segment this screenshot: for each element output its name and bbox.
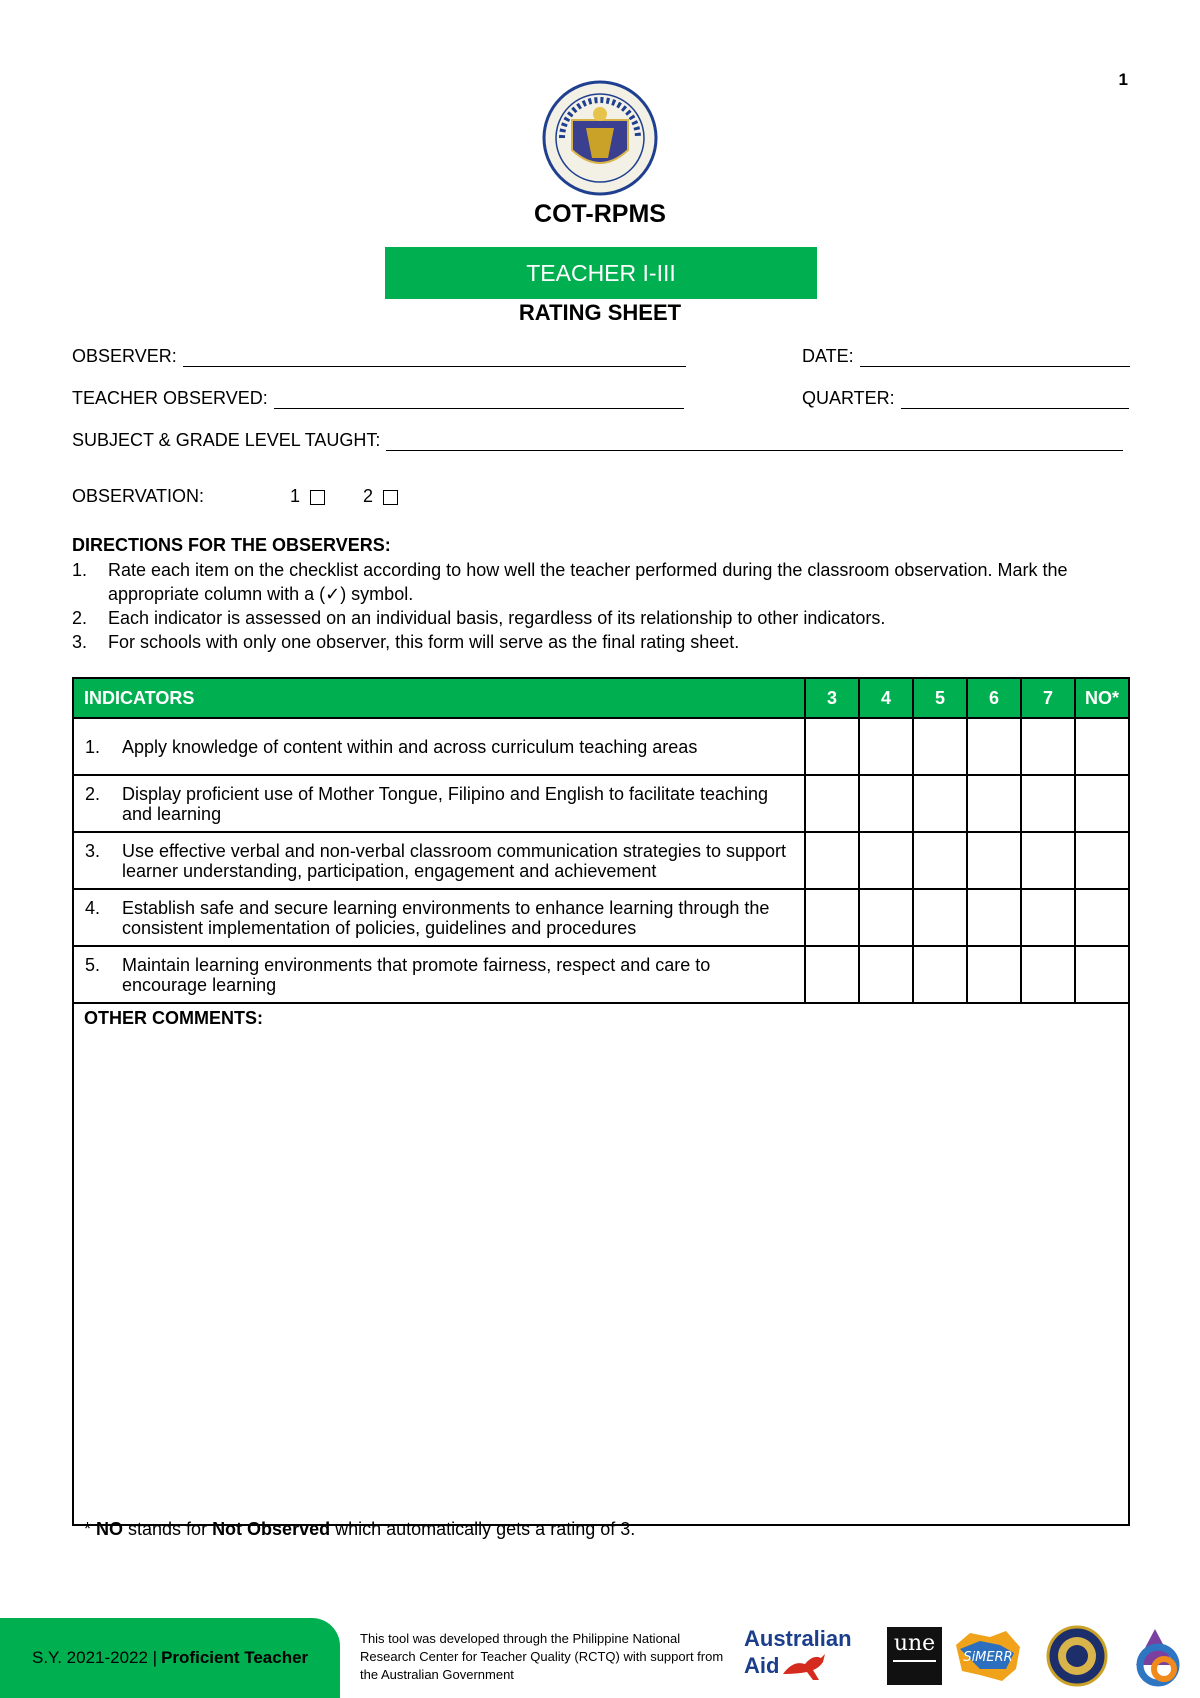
rating-cell[interactable]	[913, 718, 967, 775]
rating-cell[interactable]	[805, 889, 859, 946]
rating-cell[interactable]	[967, 946, 1021, 1003]
indicator-text: Use effective verbal and non-verbal classroom communication strategies to support learner understanding, participation, engagement and achievement	[122, 840, 786, 881]
direction-item: 3. For schools with only one observer, this form will serve as the final rating sheet.	[72, 632, 740, 652]
quarter-label: QUARTER:	[802, 388, 895, 408]
rating-column-not-observed: NO*	[1075, 678, 1129, 718]
date-label: DATE:	[802, 346, 854, 366]
rating-cell[interactable]	[913, 832, 967, 889]
rating-sheet-subtitle: RATING SHEET	[518, 300, 682, 325]
svg-text:SiMERR: SiMERR	[963, 1650, 1013, 1665]
page-number: 1	[1118, 70, 1128, 89]
rating-cell[interactable]	[913, 775, 967, 832]
date-input-line[interactable]	[860, 348, 1130, 367]
rating-cell[interactable]	[805, 775, 859, 832]
rating-cell[interactable]	[913, 946, 967, 1003]
rating-cell[interactable]	[805, 832, 859, 889]
rating-cell[interactable]	[1021, 889, 1075, 946]
rating-cell[interactable]	[805, 718, 859, 775]
observer-input-line[interactable]	[183, 348, 686, 367]
deped-seal-logo	[542, 80, 658, 196]
indicator-text: Apply knowledge of content within and across curriculum teaching areas	[122, 736, 698, 757]
rating-cell[interactable]	[1075, 775, 1129, 832]
rating-cell[interactable]	[967, 775, 1021, 832]
subject-grade-label: SUBJECT & GRADE LEVEL TAUGHT:	[72, 430, 381, 450]
footer-credit-note: This tool was developed through the Philippine National Research Center for Teacher Quality (RCTQ) with support from the Australian Government	[360, 1631, 724, 1682]
australian-aid-logo: Australian Aid	[744, 1628, 862, 1688]
rating-cell[interactable]	[859, 946, 913, 1003]
rating-cell[interactable]	[1021, 775, 1075, 832]
kangaroo-icon	[779, 1650, 831, 1682]
other-comments-label: OTHER COMMENTS:	[84, 1008, 263, 1028]
rating-cell[interactable]	[1075, 718, 1129, 775]
indicator-text: Maintain learning environments that promote fairness, respect and care to encourage learning	[122, 954, 711, 995]
rating-column-6: 6	[967, 678, 1021, 718]
teacher-observed-input-line[interactable]	[274, 390, 684, 409]
indicator-row: 2. Display proficient use of Mother Tongue, Filipino and English to facilitate teaching and learning	[73, 775, 1129, 832]
teacher-observed-label: TEACHER OBSERVED:	[72, 388, 268, 408]
observation-option-2: 2	[363, 486, 398, 507]
rating-cell[interactable]	[1021, 946, 1075, 1003]
footnote: * NO stands for Not Observed which automatically gets a rating of 3.	[84, 1519, 636, 1539]
rating-table	[72, 677, 1130, 1526]
partner-ring-logo	[1124, 1625, 1186, 1687]
rating-cell[interactable]	[1075, 946, 1129, 1003]
rating-cell[interactable]	[859, 832, 913, 889]
rating-column-4: 4	[859, 678, 913, 718]
rating-cell[interactable]	[967, 832, 1021, 889]
footer-school-year	[0, 1618, 340, 1698]
observer-field	[72, 346, 686, 367]
rating-column-5: 5	[913, 678, 967, 718]
observation-row	[72, 486, 398, 507]
subject-grade-field	[72, 430, 1123, 451]
subject-grade-input-line[interactable]	[386, 432, 1123, 451]
rctq-seal-logo	[1046, 1625, 1108, 1687]
indicator-row: 3. Use effective verbal and non-verbal classroom communication strategies to support learner understanding, participation, engagement and achievement	[73, 832, 1129, 889]
rating-cell[interactable]	[1021, 832, 1075, 889]
rating-cell[interactable]	[913, 889, 967, 946]
direction-item: 2. Each indicator is assessed on an individual basis, regardless of its relationship to other indicators.	[72, 608, 886, 628]
rating-column-7: 7	[1021, 678, 1075, 718]
rating-cell[interactable]	[1075, 832, 1129, 889]
indicator-text: Establish safe and secure learning environments to enhance learning through the consistent implementation of policies, guidelines and procedures	[122, 897, 770, 938]
rating-cell[interactable]	[805, 946, 859, 1003]
observation-option-1: 1	[290, 486, 325, 507]
date-field	[802, 346, 1130, 367]
rating-cell[interactable]	[859, 889, 913, 946]
une-logo: une	[887, 1627, 942, 1685]
other-comments-box[interactable]	[73, 1003, 1129, 1525]
direction-item: 1. Rate each item on the checklist according to how well the teacher performed during the classroom observation. Mark the appropriate column with a (✓) symbol.	[72, 560, 1068, 604]
rating-table-header	[73, 678, 1129, 718]
observation-2-checkbox[interactable]	[383, 490, 398, 505]
indicator-row: 1. Apply knowledge of content within and across curriculum teaching areas	[73, 718, 1129, 775]
observation-1-checkbox[interactable]	[310, 490, 325, 505]
rating-column-3: 3	[805, 678, 859, 718]
teacher-level-banner: TEACHER I-III	[385, 247, 817, 299]
quarter-input-line[interactable]	[901, 390, 1129, 409]
school-year-text: S.Y. 2021-2022 |	[32, 1648, 158, 1667]
quarter-field	[802, 388, 1129, 409]
indicator-row: 5. Maintain learning environments that promote fairness, respect and care to encourage learning	[73, 946, 1129, 1003]
teacher-observed-field	[72, 388, 684, 409]
rating-cell[interactable]	[859, 775, 913, 832]
rating-cell[interactable]	[967, 718, 1021, 775]
indicator-text: Display proficient use of Mother Tongue, Filipino and English to facilitate teaching and learning	[122, 783, 769, 824]
indicator-row: 4. Establish safe and secure learning environments to enhance learning through the consistent implementation of policies, guidelines and procedures	[73, 889, 1129, 946]
rating-cell[interactable]	[859, 718, 913, 775]
teacher-level-text: Proficient Teacher	[161, 1648, 309, 1667]
rating-cell[interactable]	[967, 889, 1021, 946]
directions-title: DIRECTIONS FOR THE OBSERVERS:	[72, 535, 391, 555]
rating-cell[interactable]	[1021, 718, 1075, 775]
rating-cell[interactable]	[1075, 889, 1129, 946]
document-title: COT-RPMS	[534, 200, 666, 228]
observation-label: OBSERVATION:	[72, 486, 205, 506]
indicators-header: INDICATORS	[73, 678, 805, 718]
simerr-logo	[950, 1625, 1026, 1687]
observer-label: OBSERVER:	[72, 346, 177, 366]
directions-list	[72, 558, 1072, 654]
